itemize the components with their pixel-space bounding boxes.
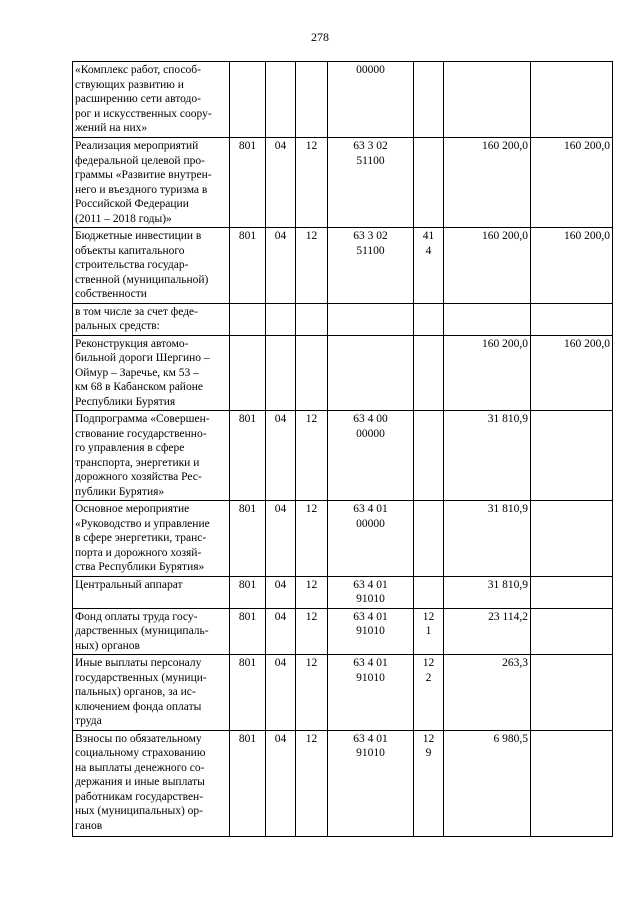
target-article-cell xyxy=(328,335,414,411)
table-row xyxy=(73,655,613,731)
target-article-cell: 63 4 01 91010 xyxy=(328,608,414,655)
expense-type-cell xyxy=(414,303,444,335)
expense-type-cell: 12 1 xyxy=(414,608,444,655)
target-article-cell: 63 4 01 91010 xyxy=(328,576,414,608)
table-row xyxy=(73,730,613,836)
table-row xyxy=(73,335,613,411)
target-article-cell: 00000 xyxy=(328,62,414,138)
ministry-code-cell: 801 xyxy=(230,138,266,228)
federal-amount-cell xyxy=(531,501,613,577)
federal-amount-cell xyxy=(531,62,613,138)
amount-cell: 31 810,9 xyxy=(444,501,531,577)
section-code-cell xyxy=(266,335,296,411)
section-code-cell: 04 xyxy=(266,411,296,501)
amount-cell xyxy=(444,303,531,335)
section-code-cell xyxy=(266,303,296,335)
table-row xyxy=(73,411,613,501)
amount-cell: 160 200,0 xyxy=(444,138,531,228)
table-row xyxy=(73,576,613,608)
subsection-code-cell: 12 xyxy=(296,730,328,836)
section-code-cell: 04 xyxy=(266,228,296,304)
budget-table xyxy=(72,61,613,837)
section-code-cell: 04 xyxy=(266,655,296,731)
amount-cell: 31 810,9 xyxy=(444,411,531,501)
federal-amount-cell xyxy=(531,303,613,335)
table-row xyxy=(73,303,613,335)
subsection-code-cell: 12 xyxy=(296,501,328,577)
section-code-cell: 04 xyxy=(266,138,296,228)
expense-type-cell: 12 2 xyxy=(414,655,444,731)
federal-amount-cell xyxy=(531,576,613,608)
amount-cell: 160 200,0 xyxy=(444,228,531,304)
target-article-cell: 63 4 00 00000 xyxy=(328,411,414,501)
subsection-code-cell: 12 xyxy=(296,608,328,655)
amount-cell: 31 810,9 xyxy=(444,576,531,608)
amount-cell: 6 980,5 xyxy=(444,730,531,836)
table-row xyxy=(73,228,613,304)
section-code-cell: 04 xyxy=(266,576,296,608)
federal-amount-cell xyxy=(531,608,613,655)
ministry-code-cell: 801 xyxy=(230,608,266,655)
row-name-cell: Основное мероприятие «Руководство и управление в сфере энергетики, транс- порта и дорожного хозяй- ства Республики Бурятия» xyxy=(73,501,230,577)
federal-amount-cell xyxy=(531,655,613,731)
subsection-code-cell: 12 xyxy=(296,576,328,608)
federal-amount-cell xyxy=(531,730,613,836)
section-code-cell xyxy=(266,62,296,138)
ministry-code-cell: 801 xyxy=(230,576,266,608)
expense-type-cell: 41 4 xyxy=(414,228,444,304)
federal-amount-cell: 160 200,0 xyxy=(531,228,613,304)
target-article-cell: 63 4 01 91010 xyxy=(328,655,414,731)
table-row xyxy=(73,138,613,228)
target-article-cell: 63 3 02 51100 xyxy=(328,138,414,228)
page-number: 278 xyxy=(311,30,329,44)
row-name-cell: Реконструкция автомо- бильной дороги Шергино – Оймур – Заречье, км 53 – км 68 в Кабанском районе Республики Бурятия xyxy=(73,335,230,411)
table-body xyxy=(73,62,613,837)
section-code-cell: 04 xyxy=(266,608,296,655)
row-name-cell: в том числе за счет феде- ральных средств: xyxy=(73,303,230,335)
subsection-code-cell: 12 xyxy=(296,138,328,228)
expense-type-cell xyxy=(414,138,444,228)
row-name-cell: Фонд оплаты труда госу- дарственных (муниципаль- ных) органов xyxy=(73,608,230,655)
section-code-cell: 04 xyxy=(266,730,296,836)
amount-cell: 23 114,2 xyxy=(444,608,531,655)
row-name-cell: «Комплекс работ, способ- ствующих развитию и расширению сети автодо- рог и искусственных соору- жений на них» xyxy=(73,62,230,138)
ministry-code-cell: 801 xyxy=(230,501,266,577)
target-article-cell: 63 4 01 91010 xyxy=(328,730,414,836)
amount-cell xyxy=(444,62,531,138)
target-article-cell: 63 4 01 00000 xyxy=(328,501,414,577)
federal-amount-cell xyxy=(531,411,613,501)
section-code-cell: 04 xyxy=(266,501,296,577)
expense-type-cell xyxy=(414,62,444,138)
subsection-code-cell xyxy=(296,335,328,411)
ministry-code-cell: 801 xyxy=(230,411,266,501)
subsection-code-cell: 12 xyxy=(296,228,328,304)
target-article-cell: 63 3 02 51100 xyxy=(328,228,414,304)
expense-type-cell xyxy=(414,335,444,411)
expense-type-cell: 12 9 xyxy=(414,730,444,836)
row-name-cell: Иные выплаты персоналу государственных (муници- пальных) органов, за ис- ключением фонда оплаты труда xyxy=(73,655,230,731)
ministry-code-cell: 801 xyxy=(230,655,266,731)
subsection-code-cell xyxy=(296,303,328,335)
row-name-cell: Центральный аппарат xyxy=(73,576,230,608)
amount-cell: 160 200,0 xyxy=(444,335,531,411)
ministry-code-cell xyxy=(230,62,266,138)
expense-type-cell xyxy=(414,576,444,608)
row-name-cell: Реализация мероприятий федеральной целевой про- граммы «Развитие внутрен- него и въездного туризма в Российской Федерации (2011 – 2018 годы)» xyxy=(73,138,230,228)
amount-cell: 263,3 xyxy=(444,655,531,731)
federal-amount-cell: 160 200,0 xyxy=(531,335,613,411)
row-name-cell: Подпрограмма «Совершен- ствование государственно- го управления в сфере транспорта, энергетики и дорожного хозяйства Рес- публики Бурятия» xyxy=(73,411,230,501)
subsection-code-cell: 12 xyxy=(296,655,328,731)
federal-amount-cell: 160 200,0 xyxy=(531,138,613,228)
target-article-cell xyxy=(328,303,414,335)
table-row xyxy=(73,608,613,655)
ministry-code-cell: 801 xyxy=(230,730,266,836)
ministry-code-cell xyxy=(230,335,266,411)
expense-type-cell xyxy=(414,501,444,577)
ministry-code-cell xyxy=(230,303,266,335)
ministry-code-cell: 801 xyxy=(230,228,266,304)
row-name-cell: Взносы по обязательному социальному страхованию на выплаты денежного со- держания и иные выплаты работникам государствен- ных (муниципальных) ор- ганов xyxy=(73,730,230,836)
table-row xyxy=(73,501,613,577)
row-name-cell: Бюджетные инвестиции в объекты капитального строительства государ- ственной (муниципальной) собственности xyxy=(73,228,230,304)
expense-type-cell xyxy=(414,411,444,501)
table-row xyxy=(73,62,613,138)
subsection-code-cell: 12 xyxy=(296,411,328,501)
subsection-code-cell xyxy=(296,62,328,138)
